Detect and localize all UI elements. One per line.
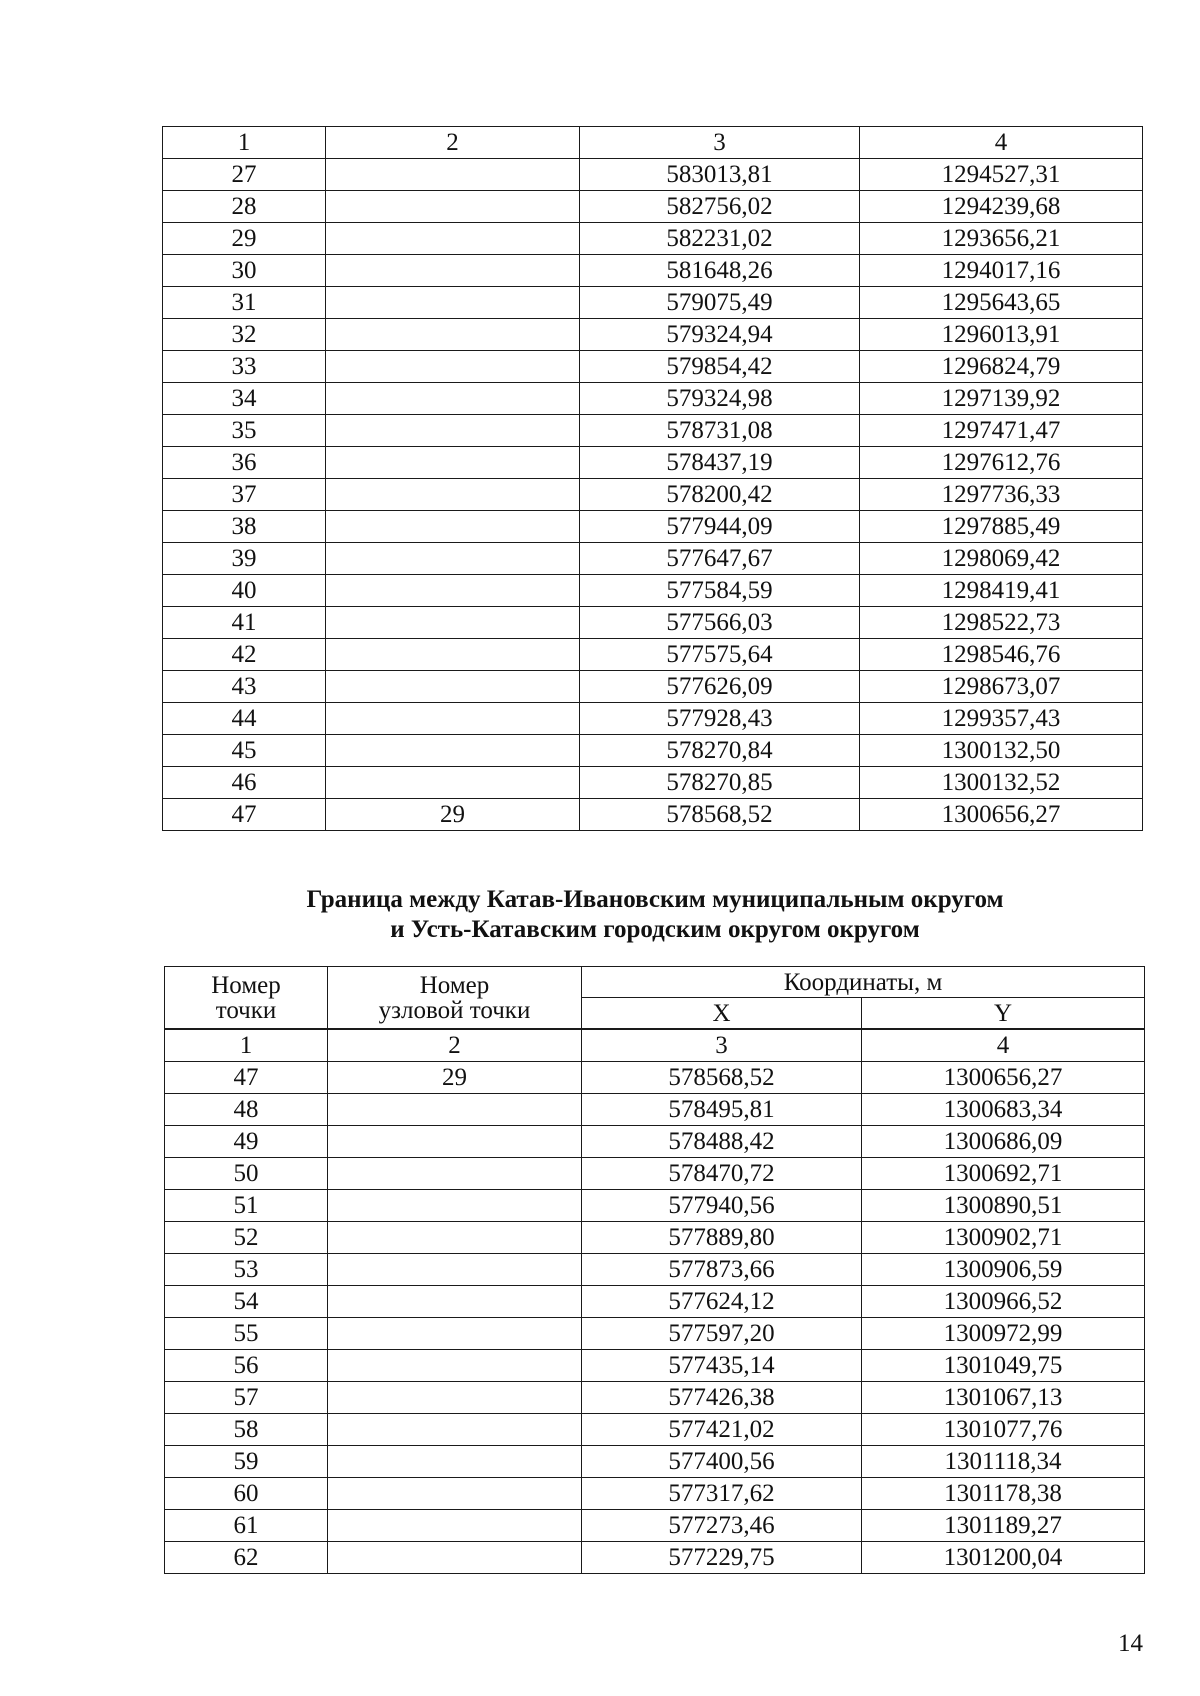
y-coordinate-cell: 1301178,38 — [862, 1478, 1145, 1510]
point-number-cell: 50 — [165, 1158, 328, 1190]
point-number-cell: 47 — [165, 1062, 328, 1094]
point-number-cell: 33 — [163, 351, 326, 383]
node-number-cell: 29 — [326, 799, 580, 831]
header-row-1 — [165, 967, 1145, 998]
y-coordinate-cell: 1297612,76 — [860, 447, 1143, 479]
x-coordinate-cell: 577944,09 — [580, 511, 860, 543]
point-number-cell: 32 — [163, 319, 326, 351]
node-number-header-line-2: узловой точки — [378, 996, 531, 1024]
column-number-cell: 4 — [862, 1029, 1145, 1062]
point-number-cell: 47 — [163, 799, 326, 831]
y-coordinate-cell: 1300902,71 — [862, 1222, 1145, 1254]
x-coordinate-cell: 578488,42 — [582, 1126, 862, 1158]
y-coordinate-cell: 1301077,76 — [862, 1414, 1145, 1446]
y-coordinate-cell: 1297736,33 — [860, 479, 1143, 511]
table-row — [163, 319, 1143, 351]
node-number-cell — [326, 575, 580, 607]
table-row — [163, 287, 1143, 319]
point-number-cell: 52 — [165, 1222, 328, 1254]
table-row — [163, 159, 1143, 191]
page-number: 14 — [1118, 1630, 1143, 1657]
node-number-cell — [326, 607, 580, 639]
x-coordinate-cell: 577940,56 — [582, 1190, 862, 1222]
table-row — [163, 415, 1143, 447]
node-number-cell — [326, 447, 580, 479]
table-row — [165, 1318, 1145, 1350]
point-number-cell: 43 — [163, 671, 326, 703]
column-number-cell: 1 — [163, 127, 326, 159]
table-row — [163, 767, 1143, 799]
x-coordinate-cell: 577317,62 — [582, 1478, 862, 1510]
y-coordinate-cell: 1301049,75 — [862, 1350, 1145, 1382]
x-coordinate-cell: 578568,52 — [580, 799, 860, 831]
x-coordinate-cell: 577928,43 — [580, 703, 860, 735]
node-number-cell — [328, 1222, 582, 1254]
node-number-cell — [326, 223, 580, 255]
table-row — [165, 1350, 1145, 1382]
node-number-cell — [328, 1542, 582, 1574]
x-coordinate-cell: 577624,12 — [582, 1286, 862, 1318]
x-coordinate-cell: 577229,75 — [582, 1542, 862, 1574]
table-row — [165, 1062, 1145, 1094]
x-coordinate-cell: 577584,59 — [580, 575, 860, 607]
table-row — [165, 1222, 1145, 1254]
x-coordinate-cell: 578495,81 — [582, 1094, 862, 1126]
x-coordinate-cell: 578270,84 — [580, 735, 860, 767]
y-coordinate-cell: 1298069,42 — [860, 543, 1143, 575]
x-coordinate-cell: 577575,64 — [580, 639, 860, 671]
y-coordinate-cell: 1300906,59 — [862, 1254, 1145, 1286]
point-number-cell: 27 — [163, 159, 326, 191]
y-coordinate-cell: 1294017,16 — [860, 255, 1143, 287]
point-number-cell: 57 — [165, 1382, 328, 1414]
table-row — [165, 1190, 1145, 1222]
point-number-cell: 28 — [163, 191, 326, 223]
table-row — [163, 351, 1143, 383]
y-coordinate-cell: 1297471,47 — [860, 415, 1143, 447]
x-coordinate-cell: 578270,85 — [580, 767, 860, 799]
node-number-cell — [326, 479, 580, 511]
point-number-header — [165, 967, 328, 1030]
node-number-cell — [328, 1382, 582, 1414]
node-number-cell — [326, 671, 580, 703]
point-number-cell: 58 — [165, 1414, 328, 1446]
node-number-cell — [328, 1446, 582, 1478]
point-number-cell: 36 — [163, 447, 326, 479]
x-coordinate-cell: 577273,46 — [582, 1510, 862, 1542]
node-number-cell — [328, 1414, 582, 1446]
table-row — [163, 671, 1143, 703]
table-row — [165, 1510, 1145, 1542]
y-coordinate-cell: 1297139,92 — [860, 383, 1143, 415]
x-coordinate-cell: 582231,02 — [580, 223, 860, 255]
node-number-cell — [326, 255, 580, 287]
column-number-cell: 3 — [582, 1029, 862, 1062]
point-number-cell: 61 — [165, 1510, 328, 1542]
node-number-cell — [328, 1350, 582, 1382]
y-coordinate-cell: 1301067,13 — [862, 1382, 1145, 1414]
table-row — [163, 223, 1143, 255]
x-coordinate-cell: 577647,67 — [580, 543, 860, 575]
coordinates-table-continued — [162, 126, 1143, 831]
y-coordinate-cell: 1300686,09 — [862, 1126, 1145, 1158]
x-coordinate-cell: 577873,66 — [582, 1254, 862, 1286]
node-number-cell — [328, 1126, 582, 1158]
table-row — [165, 1382, 1145, 1414]
x-coordinate-cell: 577626,09 — [580, 671, 860, 703]
x-coordinate-cell: 578731,08 — [580, 415, 860, 447]
point-number-cell: 42 — [163, 639, 326, 671]
point-number-header-line-1: Номер — [211, 971, 281, 999]
point-number-cell: 53 — [165, 1254, 328, 1286]
table-row — [163, 639, 1143, 671]
table-row — [163, 255, 1143, 287]
table-row — [163, 191, 1143, 223]
column-number-cell: 3 — [580, 127, 860, 159]
y-coordinate-cell: 1300656,27 — [860, 799, 1143, 831]
table-row — [163, 383, 1143, 415]
column-number-row — [163, 127, 1143, 159]
x-coordinate-cell: 579075,49 — [580, 287, 860, 319]
table-row — [163, 511, 1143, 543]
table-row — [165, 1446, 1145, 1478]
y-coordinate-cell: 1298673,07 — [860, 671, 1143, 703]
y-coordinate-cell: 1300132,52 — [860, 767, 1143, 799]
node-number-cell — [326, 287, 580, 319]
point-number-cell: 49 — [165, 1126, 328, 1158]
point-number-cell: 29 — [163, 223, 326, 255]
table-row — [163, 607, 1143, 639]
x-coordinate-cell: 579324,94 — [580, 319, 860, 351]
node-number-cell — [328, 1190, 582, 1222]
y-coordinate-cell: 1293656,21 — [860, 223, 1143, 255]
y-coordinate-cell: 1294239,68 — [860, 191, 1143, 223]
point-number-cell: 51 — [165, 1190, 328, 1222]
point-number-cell: 39 — [163, 543, 326, 575]
node-number-cell — [328, 1158, 582, 1190]
y-coordinate-cell: 1300683,34 — [862, 1094, 1145, 1126]
point-number-cell: 40 — [163, 575, 326, 607]
point-number-cell: 45 — [163, 735, 326, 767]
table-row — [163, 543, 1143, 575]
point-number-cell: 62 — [165, 1542, 328, 1574]
table-row — [163, 447, 1143, 479]
node-number-cell — [326, 735, 580, 767]
node-number-cell — [326, 159, 580, 191]
x-coordinate-cell: 579324,98 — [580, 383, 860, 415]
node-number-header-line-1: Номер — [419, 971, 490, 999]
node-number-cell — [328, 1094, 582, 1126]
coordinates-header: Координаты, м — [582, 967, 1145, 998]
node-number-cell — [326, 511, 580, 543]
x-coordinate-cell: 578568,52 — [582, 1062, 862, 1094]
section-title-line-2: и Усть-Катавским городским округом округом — [390, 916, 920, 943]
table-row — [163, 799, 1143, 831]
x-coordinate-cell: 581648,26 — [580, 255, 860, 287]
node-number-cell — [328, 1254, 582, 1286]
table-row — [165, 1478, 1145, 1510]
table-row — [165, 1158, 1145, 1190]
node-number-cell: 29 — [328, 1062, 582, 1094]
x-coordinate-cell: 582756,02 — [580, 191, 860, 223]
point-number-cell: 41 — [163, 607, 326, 639]
column-number-cell: 1 — [165, 1029, 328, 1062]
node-number-cell — [326, 191, 580, 223]
x-coordinate-cell: 579854,42 — [580, 351, 860, 383]
y-coordinate-cell: 1295643,65 — [860, 287, 1143, 319]
boundary-coordinates-table — [164, 966, 1145, 1574]
x-coordinate-cell: 577400,56 — [582, 1446, 862, 1478]
node-number-cell — [326, 383, 580, 415]
y-coordinate-cell: 1296824,79 — [860, 351, 1143, 383]
point-number-header-line-2: точки — [215, 996, 277, 1024]
x-coordinate-cell: 577889,80 — [582, 1222, 862, 1254]
x-coordinate-cell: 577421,02 — [582, 1414, 862, 1446]
table-row — [165, 1094, 1145, 1126]
point-number-cell: 54 — [165, 1286, 328, 1318]
point-number-cell: 37 — [163, 479, 326, 511]
x-coordinate-cell: 577435,14 — [582, 1350, 862, 1382]
point-number-cell: 59 — [165, 1446, 328, 1478]
node-number-cell — [326, 639, 580, 671]
node-number-cell — [328, 1286, 582, 1318]
x-coordinate-cell: 583013,81 — [580, 159, 860, 191]
point-number-cell: 30 — [163, 255, 326, 287]
table-row — [163, 575, 1143, 607]
column-number-cell: 2 — [328, 1029, 582, 1062]
x-coordinate-cell: 578200,42 — [580, 479, 860, 511]
section-title-line-1: Граница между Катав-Ивановским муниципальным округом — [306, 886, 1004, 913]
point-number-cell: 44 — [163, 703, 326, 735]
x-header: X — [582, 998, 862, 1030]
node-number-cell — [326, 543, 580, 575]
y-coordinate-cell: 1301189,27 — [862, 1510, 1145, 1542]
x-coordinate-cell: 577566,03 — [580, 607, 860, 639]
point-number-cell: 46 — [163, 767, 326, 799]
point-number-cell: 35 — [163, 415, 326, 447]
column-number-cell: 4 — [860, 127, 1143, 159]
point-number-cell: 48 — [165, 1094, 328, 1126]
y-coordinate-cell: 1300132,50 — [860, 735, 1143, 767]
y-coordinate-cell: 1298546,76 — [860, 639, 1143, 671]
table-row — [165, 1126, 1145, 1158]
x-coordinate-cell: 578437,19 — [580, 447, 860, 479]
node-number-cell — [326, 319, 580, 351]
section-title — [0, 885, 1200, 945]
point-number-cell: 60 — [165, 1478, 328, 1510]
y-coordinate-cell: 1301118,34 — [862, 1446, 1145, 1478]
table-row — [163, 703, 1143, 735]
point-number-cell: 38 — [163, 511, 326, 543]
table-row — [165, 1254, 1145, 1286]
y-coordinate-cell: 1299357,43 — [860, 703, 1143, 735]
y-coordinate-cell: 1300972,99 — [862, 1318, 1145, 1350]
y-coordinate-cell: 1296013,91 — [860, 319, 1143, 351]
table-row — [165, 1286, 1145, 1318]
node-number-cell — [328, 1318, 582, 1350]
x-coordinate-cell: 577426,38 — [582, 1382, 862, 1414]
table-row — [163, 479, 1143, 511]
point-number-cell: 31 — [163, 287, 326, 319]
y-coordinate-cell: 1294527,31 — [860, 159, 1143, 191]
y-coordinate-cell: 1300890,51 — [862, 1190, 1145, 1222]
table-row — [163, 735, 1143, 767]
point-number-cell: 55 — [165, 1318, 328, 1350]
column-number-cell: 2 — [326, 127, 580, 159]
y-coordinate-cell: 1298522,73 — [860, 607, 1143, 639]
point-number-cell: 34 — [163, 383, 326, 415]
table-row — [165, 1542, 1145, 1574]
node-number-cell — [328, 1478, 582, 1510]
x-coordinate-cell: 577597,20 — [582, 1318, 862, 1350]
y-coordinate-cell: 1300966,52 — [862, 1286, 1145, 1318]
y-coordinate-cell: 1298419,41 — [860, 575, 1143, 607]
node-number-cell — [326, 351, 580, 383]
y-coordinate-cell: 1301200,04 — [862, 1542, 1145, 1574]
node-number-cell — [326, 767, 580, 799]
node-number-cell — [326, 703, 580, 735]
y-header: Y — [862, 998, 1145, 1030]
y-coordinate-cell: 1300656,27 — [862, 1062, 1145, 1094]
point-number-cell: 56 — [165, 1350, 328, 1382]
y-coordinate-cell: 1297885,49 — [860, 511, 1143, 543]
table-row — [165, 1414, 1145, 1446]
node-number-cell — [328, 1510, 582, 1542]
column-number-row — [165, 1029, 1145, 1062]
node-number-header — [328, 967, 582, 1030]
x-coordinate-cell: 578470,72 — [582, 1158, 862, 1190]
node-number-cell — [326, 415, 580, 447]
y-coordinate-cell: 1300692,71 — [862, 1158, 1145, 1190]
